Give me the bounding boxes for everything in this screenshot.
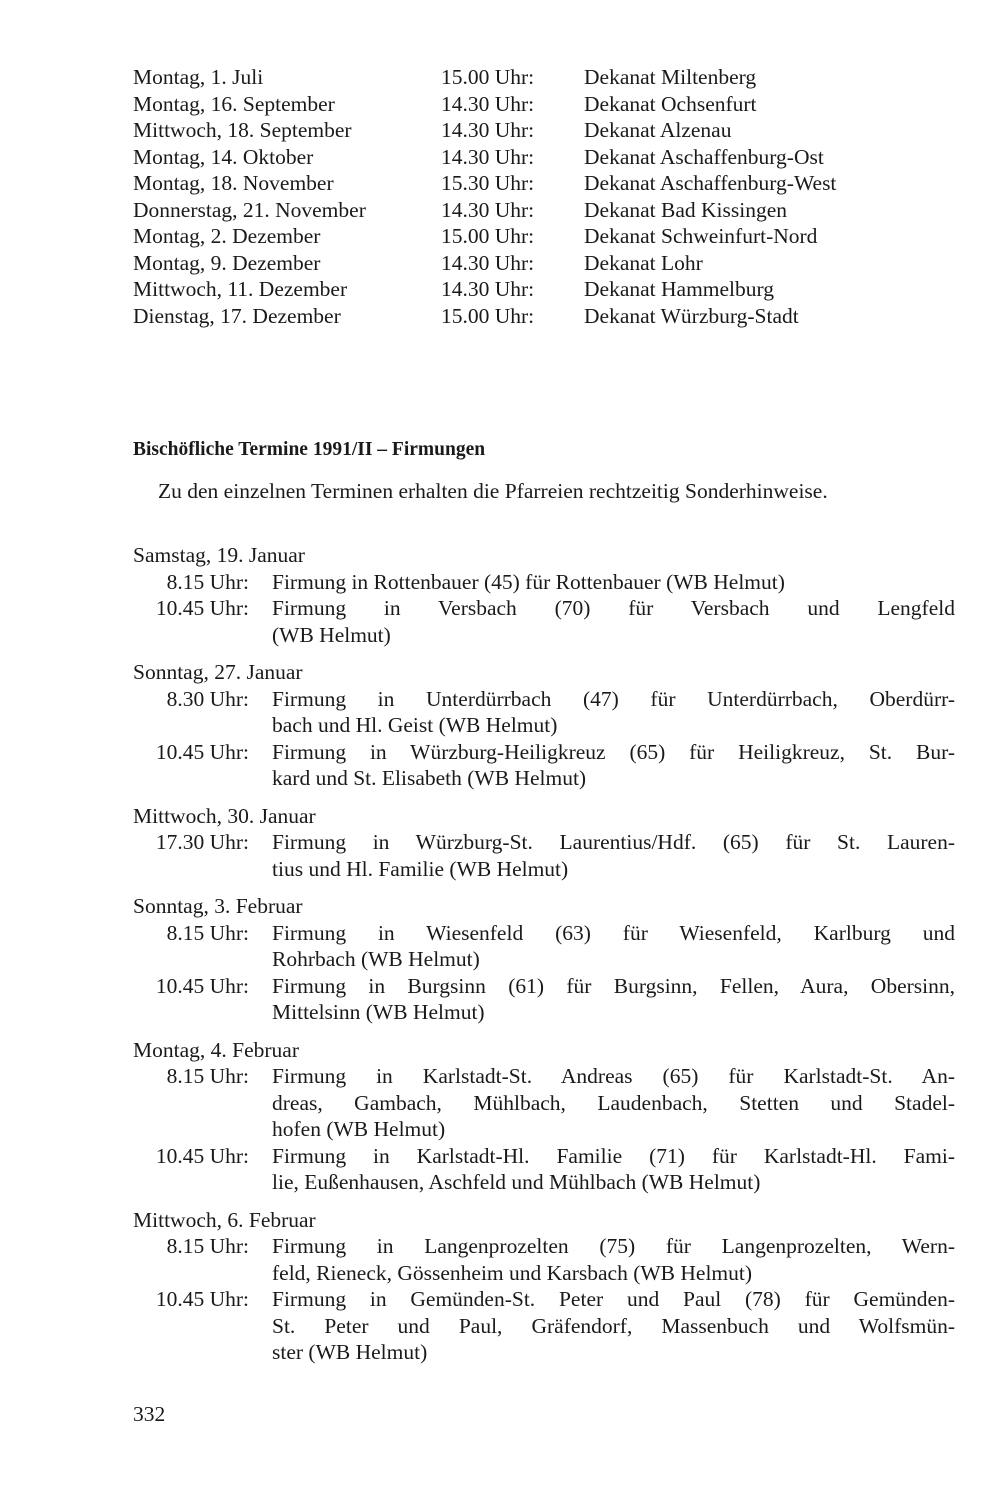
event-line: Firmung in Würzburg-St. Laurentius/Hdf. (65) für St. Lauren- bbox=[272, 830, 955, 854]
event-entry bbox=[133, 1233, 955, 1286]
event-description bbox=[272, 973, 955, 1026]
event-line: Firmung in Würzburg-Heiligkreuz (65) für Heiligkreuz, St. Bur- bbox=[272, 739, 955, 764]
schedule-date: Montag, 2. Dezember bbox=[133, 224, 321, 248]
event-description bbox=[272, 829, 955, 882]
event-line: lie, Eußenhausen, Aschfeld und Mühlbach (WB Helmut) bbox=[272, 1170, 761, 1194]
schedule-date: Donnerstag, 21. November bbox=[133, 197, 366, 222]
event-line: Firmung in Unterdürrbach (47) für Unterdürrbach, Oberdürr- bbox=[272, 686, 955, 711]
schedule-place: Dekanat Aschaffenburg-West bbox=[584, 171, 837, 195]
event-line: St. Peter und Paul, Gräfendorf, Massenbuch und Wolfsmün- bbox=[272, 1313, 955, 1338]
schedule-place: Dekanat Lohr bbox=[584, 250, 703, 275]
event-time: 8.30 Uhr: bbox=[166, 686, 249, 711]
schedule-place: Dekanat Würzburg-Stadt bbox=[584, 303, 799, 328]
schedule-time: 14.30 Uhr: bbox=[441, 277, 535, 301]
schedule-place: Dekanat Ochsenfurt bbox=[584, 91, 757, 116]
group-date: Sonntag, 3. Februar bbox=[133, 894, 303, 918]
section-title: Bischöfliche Termine 1991/II – Firmungen bbox=[133, 439, 486, 460]
group-date: Sonntag, 27. Januar bbox=[133, 660, 303, 684]
schedule-time: 15.30 Uhr: bbox=[441, 171, 535, 195]
event-line: hofen (WB Helmut) bbox=[272, 1117, 446, 1141]
event-entry bbox=[133, 1286, 955, 1366]
event-entry bbox=[133, 1063, 955, 1143]
schedule-time: 14.30 Uhr: bbox=[441, 144, 535, 169]
schedule-place: Dekanat Alzenau bbox=[584, 118, 732, 142]
event-time: 10.45 Uhr: bbox=[155, 1287, 249, 1311]
event-line: Mittelsinn (WB Helmut) bbox=[272, 1000, 485, 1024]
event-group bbox=[133, 1207, 955, 1366]
event-line: Firmung in Wiesenfeld (63) für Wiesenfeld, Karlburg und bbox=[272, 920, 955, 945]
event-line: feld, Rieneck, Gössenheim und Karsbach (WB Helmut) bbox=[272, 1260, 753, 1285]
event-line: Firmung in Rottenbauer (45) für Rottenbauer (WB Helmut) bbox=[272, 569, 785, 594]
schedule-date: Dienstag, 17. Dezember bbox=[133, 303, 341, 328]
schedule-place: Dekanat Schweinfurt-Nord bbox=[584, 224, 818, 248]
schedule-time: 15.00 Uhr: bbox=[441, 303, 535, 328]
event-entry bbox=[133, 739, 955, 792]
schedule-time: 15.00 Uhr: bbox=[441, 224, 535, 248]
schedule-time: 14.30 Uhr: bbox=[441, 197, 535, 222]
event-line: Firmung in Langenprozelten (75) für Langenprozelten, Wern- bbox=[272, 1234, 955, 1258]
event-time: 8.15 Uhr: bbox=[166, 1234, 249, 1258]
event-time: 17.30 Uhr: bbox=[155, 830, 249, 854]
event-description bbox=[272, 1143, 955, 1196]
event-line: bach und Hl. Geist (WB Helmut) bbox=[272, 713, 558, 737]
event-entry bbox=[133, 1143, 955, 1196]
event-line: Rohrbach (WB Helmut) bbox=[272, 947, 480, 971]
event-group bbox=[133, 893, 955, 1026]
event-group bbox=[133, 803, 955, 883]
event-time: 10.45 Uhr: bbox=[155, 973, 249, 998]
group-date: Mittwoch, 30. Januar bbox=[133, 803, 316, 828]
page-number: 332 bbox=[133, 1402, 166, 1426]
group-date: Samstag, 19. Januar bbox=[133, 543, 305, 567]
group-date: Montag, 4. Februar bbox=[133, 1037, 299, 1062]
schedule-place: Dekanat Hammelburg bbox=[584, 277, 775, 301]
schedule-date: Mittwoch, 11. Dezember bbox=[133, 277, 348, 301]
event-description bbox=[272, 1063, 955, 1143]
schedule-date: Montag, 16. September bbox=[133, 91, 335, 116]
event-time: 8.15 Uhr: bbox=[166, 920, 249, 945]
event-line: Firmung in Karlstadt-Hl. Familie (71) für Karlstadt-Hl. Fami- bbox=[272, 1143, 955, 1168]
event-line: Firmung in Karlstadt-St. Andreas (65) für Karlstadt-St. An- bbox=[272, 1064, 955, 1088]
schedule-time: 15.00 Uhr: bbox=[441, 65, 535, 89]
schedule-date: Montag, 1. Juli bbox=[133, 65, 264, 89]
event-description bbox=[272, 1286, 955, 1366]
schedule-time: 14.30 Uhr: bbox=[441, 118, 535, 142]
event-time: 8.15 Uhr: bbox=[166, 1064, 249, 1088]
event-entry bbox=[133, 686, 955, 739]
event-line: (WB Helmut) bbox=[272, 622, 391, 647]
event-group bbox=[133, 542, 955, 648]
schedule-date: Montag, 9. Dezember bbox=[133, 250, 321, 275]
event-line: kard und St. Elisabeth (WB Helmut) bbox=[272, 766, 587, 790]
event-description bbox=[272, 595, 955, 648]
event-entry bbox=[133, 829, 955, 882]
schedule-date: Montag, 14. Oktober bbox=[133, 144, 314, 169]
event-entry bbox=[133, 973, 955, 1026]
event-description bbox=[272, 686, 955, 739]
firmung-groups bbox=[133, 542, 955, 1377]
event-description bbox=[272, 920, 955, 973]
schedule-place: Dekanat Aschaffenburg-Ost bbox=[584, 144, 824, 169]
event-time: 10.45 Uhr: bbox=[155, 1143, 249, 1168]
event-description bbox=[272, 739, 955, 792]
event-line: tius und Hl. Familie (WB Helmut) bbox=[272, 856, 569, 881]
event-line: Firmung in Burgsinn (61) für Burgsinn, Fellen, Aura, Obersinn, bbox=[272, 973, 955, 998]
event-line: Firmung in Versbach (70) für Versbach und Lengfeld bbox=[272, 596, 955, 620]
schedule-date: Mittwoch, 18. September bbox=[133, 118, 352, 142]
event-group bbox=[133, 1037, 955, 1196]
section-intro: Zu den einzelnen Terminen erhalten die Pfarreien rechtzeitig Sonderhinweise. bbox=[158, 479, 828, 503]
event-time: 10.45 Uhr: bbox=[155, 596, 249, 620]
event-group bbox=[133, 659, 955, 792]
schedule-time: 14.30 Uhr: bbox=[441, 250, 535, 275]
event-time: 10.45 Uhr: bbox=[155, 739, 249, 764]
event-line: dreas, Gambach, Mühlbach, Laudenbach, Stetten und Stadel- bbox=[272, 1090, 955, 1115]
event-entry bbox=[133, 920, 955, 973]
schedule-date: Montag, 18. November bbox=[133, 171, 334, 195]
group-date: Mittwoch, 6. Februar bbox=[133, 1207, 316, 1232]
event-entry bbox=[133, 595, 955, 648]
event-description bbox=[272, 569, 955, 596]
schedule-place: Dekanat Bad Kissingen bbox=[584, 197, 788, 222]
event-line: ster (WB Helmut) bbox=[272, 1340, 428, 1364]
event-line: Firmung in Gemünden-St. Peter und Paul (78) für Gemünden- bbox=[272, 1287, 955, 1311]
event-entry bbox=[133, 569, 955, 596]
event-description bbox=[272, 1233, 955, 1286]
schedule-place: Dekanat Miltenberg bbox=[584, 65, 757, 89]
event-time: 8.15 Uhr: bbox=[166, 569, 249, 594]
schedule-time: 14.30 Uhr: bbox=[441, 91, 535, 116]
